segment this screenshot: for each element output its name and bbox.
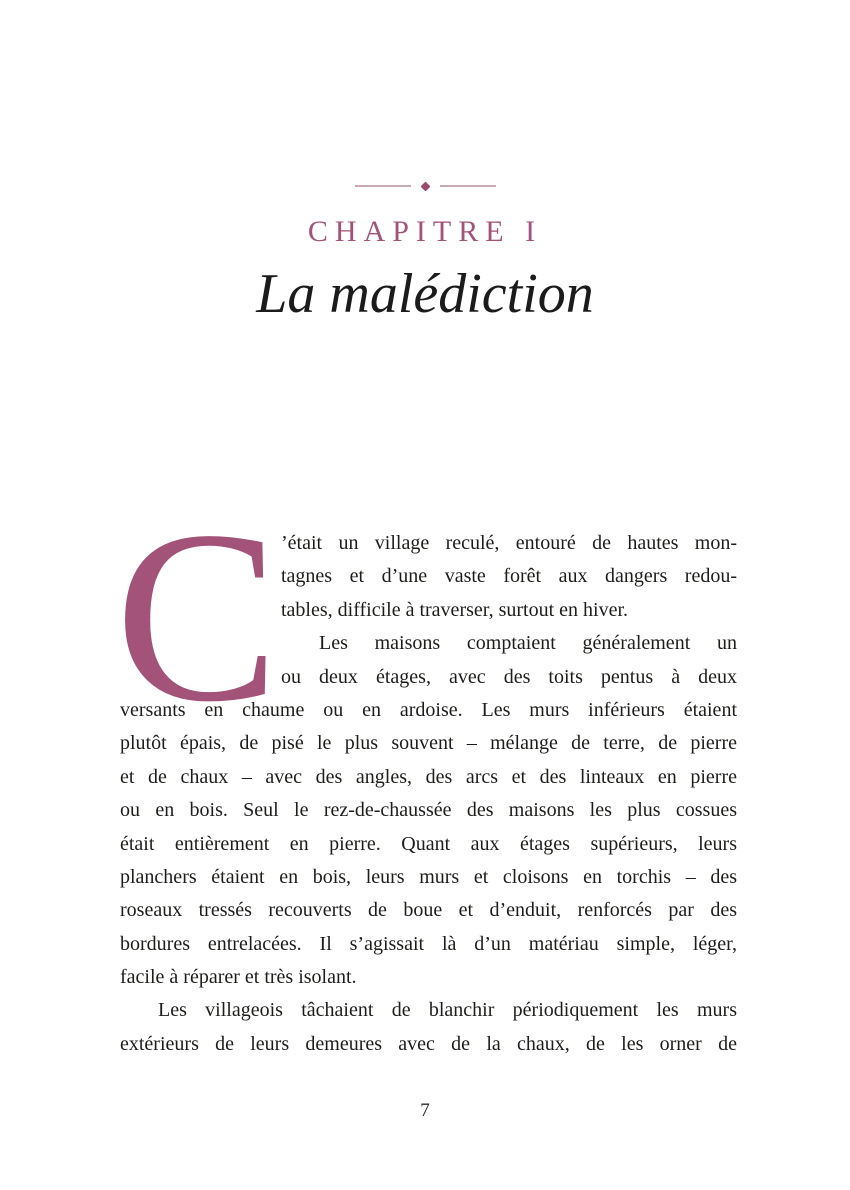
ornament-line-left xyxy=(355,185,411,187)
ornament-line-right xyxy=(440,185,496,187)
body-line: plutôt épais, de pisé le plus souvent – mélange de terre, de pierre xyxy=(120,732,737,755)
body-text xyxy=(115,481,737,1061)
body-line: ’était un village reculé, entouré de hautes mon- xyxy=(281,532,737,554)
body-line: facile à réparer et très isolant. xyxy=(120,966,357,989)
ornament-diamond-icon xyxy=(420,181,430,191)
body-line: Les maisons comptaient généralement un xyxy=(319,632,737,655)
body-line: planchers étaient en bois, leurs murs et cloisons en torchis – des xyxy=(120,865,737,888)
body-line: et de chaux – avec des angles, des arcs et des linteaux en pierre xyxy=(120,765,737,788)
body-line: ou deux étages, avec des toits pentus à deux xyxy=(281,665,737,688)
body-line: Les villageois tâchaient de blanchir périodiquement les murs xyxy=(158,999,737,1022)
chapter-ornament xyxy=(0,180,850,192)
dropcap-letter: C xyxy=(115,481,280,753)
body-line: ou en bois. Seul le rez-de-chaussée des maisons les plus cossues xyxy=(120,799,737,822)
body-line: roseaux tressés recouverts de boue et d’enduit, renforcés par des xyxy=(120,899,737,922)
page-number: 7 xyxy=(420,1100,430,1121)
body-line: versants en chaume ou en ardoise. Les murs inférieurs étaient xyxy=(120,698,737,721)
body-line: tables, difficile à traverser, surtout en hiver. xyxy=(281,598,629,621)
body-line: bordures entrelacées. Il s’agissait là d’un matériau simple, léger, xyxy=(120,932,737,955)
chapter-title: La malédiction xyxy=(256,263,594,325)
body-line: extérieurs de leurs demeures avec de la chaux, de les orner de xyxy=(120,1032,737,1055)
chapter-label: CHAPITRE I xyxy=(307,215,543,248)
body-line: était entièrement en pierre. Quant aux étages supérieurs, leurs xyxy=(120,832,737,855)
body-line: tagnes et d’une vaste forêt aux dangers redou- xyxy=(281,565,737,588)
